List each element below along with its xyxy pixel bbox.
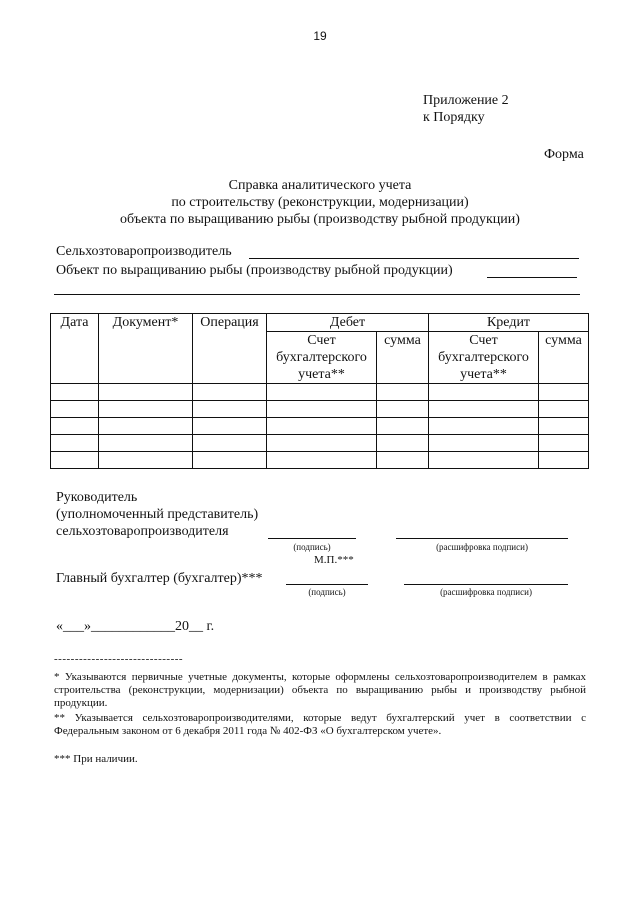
header-debit-sum: сумма (377, 332, 429, 384)
seal-mark: М.П.*** (314, 554, 354, 566)
producer-field[interactable] (249, 258, 579, 259)
table-cell[interactable] (193, 401, 267, 418)
head-signature-field[interactable] (268, 538, 356, 539)
header-credit: Кредит (429, 314, 589, 332)
header-debit: Дебет (267, 314, 429, 332)
head-decoding-field[interactable] (396, 538, 568, 539)
table-cell[interactable] (193, 384, 267, 401)
object-label: Объект по выращиванию рыбы (производству рыбной продукции) (56, 263, 453, 278)
table-cell[interactable] (377, 435, 429, 452)
table-cell[interactable] (429, 452, 539, 469)
table-cell[interactable] (267, 418, 377, 435)
object-field[interactable] (487, 277, 577, 278)
table-cell[interactable] (539, 418, 589, 435)
chief-signature-field[interactable] (286, 584, 368, 585)
appendix-line-2: к Порядку (423, 110, 485, 125)
table-cell[interactable] (51, 418, 99, 435)
table-row (51, 418, 589, 435)
table-cell[interactable] (51, 401, 99, 418)
title-line-3: объекта по выращиванию рыбы (производству рыбной продукции) (120, 212, 520, 227)
table-cell[interactable] (193, 452, 267, 469)
head-decoding-caption: (расшифровка подписи) (436, 542, 528, 552)
table-cell[interactable] (539, 384, 589, 401)
chief-decoding-field[interactable] (404, 584, 568, 585)
head-signature-caption: (подпись) (293, 542, 331, 552)
table-cell[interactable] (99, 435, 193, 452)
table-cell[interactable] (539, 401, 589, 418)
table-cell[interactable] (51, 384, 99, 401)
header-document: Документ* (99, 314, 193, 384)
table-cell[interactable] (99, 401, 193, 418)
head-line-2: (уполномоченный представитель) (56, 507, 259, 522)
form-label: Форма (544, 147, 584, 162)
appendix-line-1: Приложение 2 (423, 93, 509, 108)
header-credit-sum: сумма (539, 332, 589, 384)
table-cell[interactable] (429, 418, 539, 435)
table-cell[interactable] (99, 384, 193, 401)
header-debit-account: Счет бухгалтерского учета** (267, 332, 377, 384)
footnote-separator: ------------------------------- (54, 653, 184, 665)
head-signature-block (56, 489, 258, 540)
chief-signature-caption: (подпись) (308, 587, 346, 597)
page-number: 19 (313, 29, 327, 43)
chief-accountant-label: Главный бухгалтер (бухгалтер)*** (56, 571, 263, 586)
footnote-2: ** Указывается сельхозтоваропроизводителями, которые ведут бухгалтерский учет в соответствии с Федеральным законом от 6 декабря 2011 года № 402-ФЗ «О бухгалтерском учете». (54, 712, 586, 737)
table-cell[interactable] (51, 452, 99, 469)
table-row (51, 452, 589, 469)
table-cell[interactable] (267, 384, 377, 401)
table-cell[interactable] (377, 384, 429, 401)
chief-decoding-caption: (расшифровка подписи) (440, 587, 532, 597)
head-line-1: Руководитель (56, 490, 138, 505)
header-credit-account: Счет бухгалтерского учета** (429, 332, 539, 384)
title-line-2: по строительству (реконструкции, модернизации) (171, 195, 469, 210)
date-line: «___»____________20__ г. (56, 619, 215, 634)
table-row (51, 384, 589, 401)
document-title (50, 177, 590, 228)
footnote-3: *** При наличии. (54, 753, 138, 765)
table-cell[interactable] (539, 452, 589, 469)
head-line-3: сельхозтоваропроизводителя (56, 524, 229, 539)
table-cell[interactable] (99, 418, 193, 435)
table-cell[interactable] (267, 401, 377, 418)
table-cell[interactable] (429, 401, 539, 418)
appendix-block (423, 92, 509, 126)
header-operation: Операция (193, 314, 267, 384)
table-row (51, 435, 589, 452)
table-cell[interactable] (51, 435, 99, 452)
table-cell[interactable] (429, 384, 539, 401)
table-cell[interactable] (429, 435, 539, 452)
title-line-1: Справка аналитического учета (228, 178, 412, 193)
table-cell[interactable] (377, 452, 429, 469)
table-cell[interactable] (267, 435, 377, 452)
header-date: Дата (51, 314, 99, 384)
table-cell[interactable] (193, 418, 267, 435)
table-cell[interactable] (377, 418, 429, 435)
table-cell[interactable] (99, 452, 193, 469)
table-cell[interactable] (539, 435, 589, 452)
table-cell[interactable] (193, 435, 267, 452)
table-cell[interactable] (267, 452, 377, 469)
table-header-row-1 (51, 314, 589, 332)
table-cell[interactable] (377, 401, 429, 418)
footnote-1: * Указываются первичные учетные документы, которые оформлены сельхозтоваропроизводителем в рамках строительства (реконструкции, модернизации) объекта по выращиванию рыбы и производству рыбной продукции. (54, 671, 586, 709)
object-field-continuation[interactable] (54, 294, 580, 295)
table-row (51, 401, 589, 418)
analytics-table (50, 313, 589, 469)
producer-label: Сельхозтоваропроизводитель (56, 244, 232, 259)
